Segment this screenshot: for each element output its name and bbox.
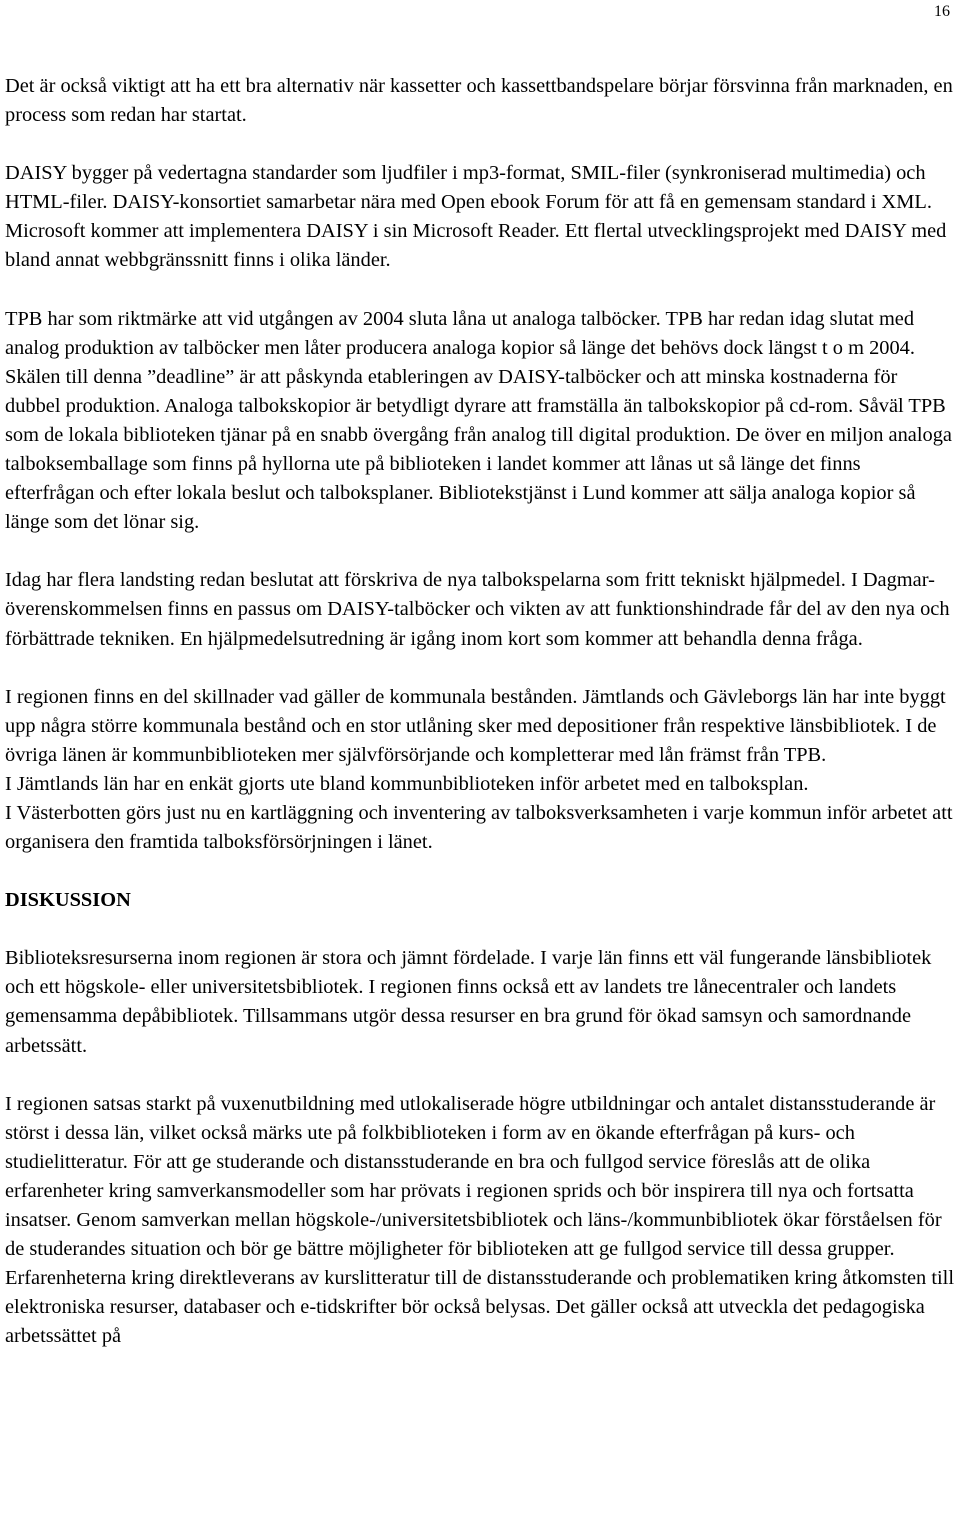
paragraph-daisy-standards: DAISY bygger på vedertagna standarder som ljudfiler i mp3-format, SMIL-filer (synkroniserad multimedia) och HTML-filer. DAISY-konsortiet samarbetar nära med Open ebook Forum för att få en gemensam standard i XML. Microsoft kommer att implementera DAISY i sin Microsoft Reader. Ett flertal utvecklingsprojekt med DAISY med bland annat webbgränssnitt finns i olika länder. [5,162,947,272]
paragraph-regional-differences: I regionen finns en del skillnader vad gäller de kommunala bestånden. Jämtlands och Gävleborgs län har inte byggt upp några större kommunala bestånd och en stor utlåning sker med depositioner från respektive länsbibliotek. I de övriga länen är kommunbiblioteken mer självförsörjande och kompletterar med lån främst från TPB. [5,685,946,766]
paragraph-jamtland-survey: I Jämtlands län har en enkät gjorts ute bland kommunbiblioteken inför arbetet med en talboksplan. [5,772,809,795]
page-number: 16 [934,3,950,20]
paragraph-library-resources: Biblioteksresurserna inom regionen är stora och jämnt fördelade. I varje län finns ett väl fungerande länsbibliotek och ett högskole- eller universitetsbibliotek. I regionen finns också ett av landets tre lånecentraler och landets gemensamma depåbibliotek. Tillsammans utgör dessa resurser en bra grund för ökad samsyn och samordnande arbetssätt. [5,947,932,1057]
paragraph-landsting-aids: Idag har flera landsting redan beslutat att förskriva de nya talbokspelarna som fritt tekniskt hjälpmedel. I Dagmar-överenskommelsen finns en passus om DAISY-talböcker och vikten av att funktionshindrade får del av den nya och förbättrade tekniken. En hjälpmedelsutredning är igång inom kort som kommer att behandla denna fråga. [5,569,950,650]
paragraph-adult-education: I regionen satsas starkt på vuxenutbildning med utlokaliserade högre utbildningar och antalet distansstuderande är störst i dessa län, vilket också märks ute på folkbiblioteken i form av en ökande efterfrågan på kurs- och studielitteratur. För att ge studerande och distansstuderande en bra och fullgod service föreslås att de olika erfarenheter kring samverkansmodeller som har prövats i regionen sprids och bör inspirera till nya och fortsatta insatser. Genom samverkan mellan högskole-/universitetsbibliotek och läns-/kommunbibliotek ökar förståelsen för de studerandes situation och bör ge bättre möjligheter för biblioteken att ge fullgod service till dessa grupper. Erfarenheterna kring direktleverans av kurslitteratur till de distansstuderande och problematiken kring åtkomsten till elektroniska resurser, databaser och e-tidskrifter bör också belysas. Det gäller också att utveckla det pedagogiska arbetssättet på [5,1092,954,1348]
paragraph-tpb-deadline: TPB har som riktmärke att vid utgången av 2004 sluta låna ut analoga talböcker. TPB har redan idag slutat med analog produktion av talböcker men låter producera analoga kopior så länge det behövs dock längst t o m 2004. Skälen till denna ”deadline” är att påskynda etableringen av DAISY-talböcker och att minska kostnaderna för dubbel produktion. Analoga talbokskopior är betydligt dyrare att framställa än talbokskopior på cd-rom. Såväl TPB som de lokala biblioteken tjänar på en snabb övergång från analog till digital produktion. De över en miljon analoga talboksemballage som finns på hyllorna ute på biblioteken i landet kommer att lånas ut så länge det finns efterfrågan och efter lokala beslut och talboksplaner. Bibliotekstjänst i Lund kommer att sälja analoga kopior så länge som det lönar sig. [5,307,952,534]
section-heading: DISKUSSION [5,889,131,912]
paragraph-vasterbotten-mapping: I Västerbotten görs just nu en kartläggning och inventering av talboksverksamheten i varje kommun inför arbetet att organisera den framtida talboksförsörjningen i länet. [5,801,953,854]
paragraph-cassette-alternative: Det är också viktigt att ha ett bra alternativ när kassetter och kassettbandspelare börjar försvinna från marknaden, en process som redan har startat. [5,75,953,127]
document-body [5,72,955,1351]
